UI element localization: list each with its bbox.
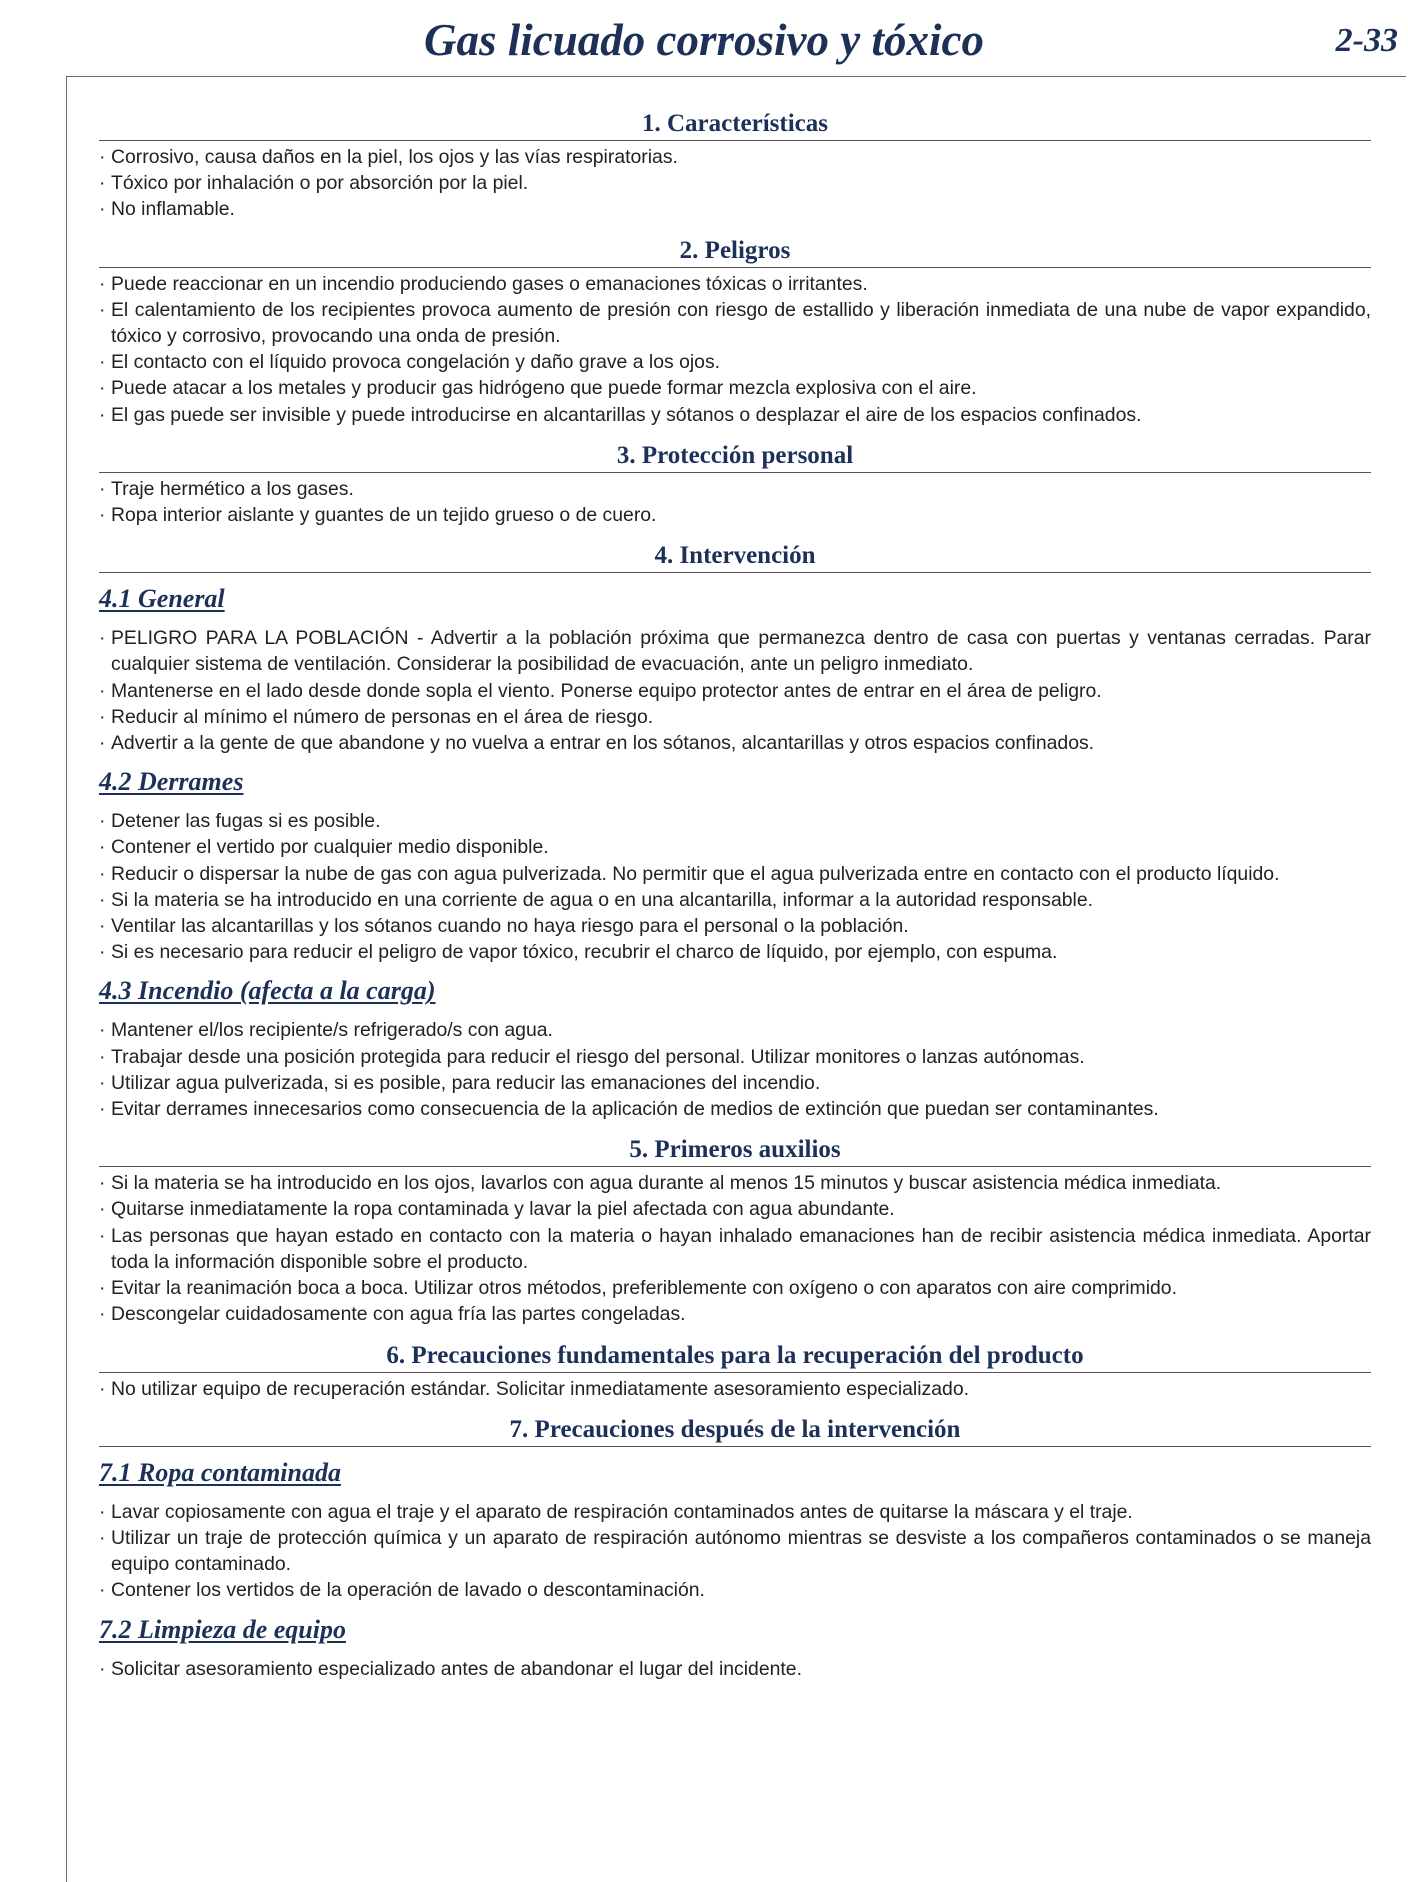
list-item: · Evitar derrames innecesarios como consecuencia de la aplicación de medios de extinción que puedan ser contaminantes.: [99, 1096, 1371, 1122]
list-item: · Si la materia se ha introducido en una corriente de agua o en una alcantarilla, informar a la autoridad responsable.: [99, 887, 1371, 913]
list-item: · Lavar copiosamente con agua el traje y el aparato de respiración contaminados antes de quitarse la máscara y el traje.: [99, 1499, 1371, 1525]
section-peligros: [99, 235, 1371, 428]
bullet-list: [99, 1499, 1371, 1604]
list-item: · Evitar la reanimación boca a boca. Utilizar otros métodos, preferiblemente con oxígeno o con aparatos con aire comprimido.: [99, 1275, 1371, 1301]
list-item: · Mantenerse en el lado desde donde sopla el viento. Ponerse equipo protector antes de entrar en el área de peligro.: [99, 678, 1371, 704]
list-item: · Las personas que hayan estado en contacto con la materia o hayan inhalado emanaciones han de recibir asistencia médica inmediata. Aportar toda la información disponible sobre el producto.: [99, 1223, 1371, 1275]
bullet-list: [99, 808, 1371, 965]
list-item: · Tóxico por inhalación o por absorción por la piel.: [99, 170, 1371, 196]
document-body: [99, 108, 1371, 1682]
bullet-list: [99, 476, 1371, 528]
bullet-list: [99, 1017, 1371, 1122]
section-proteccion-personal: [99, 440, 1371, 528]
list-item: · Detener las fugas si es posible.: [99, 808, 1371, 834]
list-item: · Si la materia se ha introducido en los ojos, lavarlos con agua durante al menos 15 minutos y buscar asistencia médica inmediata.: [99, 1170, 1371, 1196]
section-heading: 6. Precauciones fundamentales para la recuperación del producto: [99, 1340, 1371, 1373]
section-heading: 2. Peligros: [99, 235, 1371, 268]
subsection-heading: 7.2 Limpieza de equipo: [99, 1614, 346, 1644]
list-item: · Reducir al mínimo el número de personas en el área de riesgo.: [99, 704, 1371, 730]
section-primeros-auxilios: [99, 1134, 1371, 1327]
section-intervencion: [99, 540, 1371, 1122]
document-title: Gas licuado corrosivo y tóxico: [424, 15, 984, 65]
list-item: · Advertir a la gente de que abandone y no vuelva a entrar en los sótanos, alcantarillas y otros espacios confinados.: [99, 730, 1371, 756]
list-item: · Reducir o dispersar la nube de gas con agua pulverizada. No permitir que el agua pulverizada entre en contacto con el producto líquido.: [99, 861, 1371, 887]
list-item: · Quitarse inmediatamente la ropa contaminada y lavar la piel afectada con agua abundante.: [99, 1196, 1371, 1222]
bullet-list: [99, 1170, 1371, 1327]
section-precauciones-despues: [99, 1414, 1371, 1682]
section-heading: 7. Precauciones después de la intervención: [99, 1414, 1371, 1447]
section-heading: 1. Características: [99, 108, 1371, 141]
list-item: · Corrosivo, causa daños en la piel, los ojos y las vías respiratorias.: [99, 144, 1371, 170]
list-item: · Trabajar desde una posición protegida para reducir el riesgo del personal. Utilizar monitores o lanzas autónomas.: [99, 1044, 1371, 1070]
list-item: · El gas puede ser invisible y puede introducirse en alcantarillas y sótanos o desplazar el aire de los espacios confinados.: [99, 402, 1371, 428]
section-heading: 3. Protección personal: [99, 440, 1371, 473]
bullet-list: [99, 625, 1371, 756]
list-item: · No inflamable.: [99, 196, 1371, 222]
subsection-heading: 4.2 Derrames: [99, 767, 244, 797]
list-item: · Traje hermético a los gases.: [99, 476, 1371, 502]
subsection-heading: 4.3 Incendio (afecta a la carga): [99, 976, 436, 1006]
section-heading: 4. Intervención: [99, 540, 1371, 573]
list-item: · Utilizar agua pulverizada, si es posible, para reducir las emanaciones del incendio.: [99, 1070, 1371, 1096]
list-item: · Contener el vertido por cualquier medio disponible.: [99, 834, 1371, 860]
list-item: · Contener los vertidos de la operación de lavado o descontaminación.: [99, 1577, 1371, 1603]
list-item: · Utilizar un traje de protección química y un aparato de respiración autónomo mientras se desviste a los compañeros contaminados o se maneja equipo contaminado.: [99, 1525, 1371, 1577]
list-item: · Ropa interior aislante y guantes de un tejido grueso o de cuero.: [99, 502, 1371, 528]
page-number: 2-33: [1335, 22, 1398, 59]
list-item: · Puede atacar a los metales y producir gas hidrógeno que puede formar mezcla explosiva con el aire.: [99, 375, 1371, 401]
bullet-list: [99, 1656, 1371, 1682]
list-item: · Solicitar asesoramiento especializado antes de abandonar el lugar del incidente.: [99, 1656, 1371, 1682]
bullet-list: [99, 144, 1371, 223]
list-item: · PELIGRO PARA LA POBLACIÓN - Advertir a la población próxima que permanezca dentro de casa con puertas y ventanas cerradas. Parar cualquier sistema de ventilación. Considerar la posibilidad de evacuación, ante un peligro inmediato.: [99, 625, 1371, 677]
list-item: · No utilizar equipo de recuperación estándar. Solicitar inmediatamente asesoramiento especializado.: [99, 1376, 1371, 1402]
subsection-heading: 7.1 Ropa contaminada: [99, 1457, 341, 1487]
list-item: · Si es necesario para reducir el peligro de vapor tóxico, recubrir el charco de líquido, por ejemplo, con espuma.: [99, 939, 1371, 965]
list-item: · Puede reaccionar en un incendio produciendo gases o emanaciones tóxicas o irritantes.: [99, 271, 1371, 297]
section-heading: 5. Primeros auxilios: [99, 1134, 1371, 1167]
list-item: · Mantener el/los recipiente/s refrigerado/s con agua.: [99, 1017, 1371, 1043]
bullet-list: [99, 1376, 1371, 1402]
section-caracteristicas: [99, 108, 1371, 223]
list-item: · Ventilar las alcantarillas y los sótanos cuando no haya riesgo para el personal o la población.: [99, 913, 1371, 939]
list-item: · El contacto con el líquido provoca congelación y daño grave a los ojos.: [99, 349, 1371, 375]
section-precauciones-recuperacion: [99, 1340, 1371, 1402]
subsection-heading: 4.1 General: [99, 584, 225, 614]
list-item: · Descongelar cuidadosamente con agua fría las partes congeladas.: [99, 1301, 1371, 1327]
bullet-list: [99, 271, 1371, 428]
list-item: · El calentamiento de los recipientes provoca aumento de presión con riesgo de estallido y liberación inmediata de una nube de vapor expandido, tóxico y corrosivo, provocando una onda de presión.: [99, 297, 1371, 349]
page-header: [0, 0, 1408, 70]
